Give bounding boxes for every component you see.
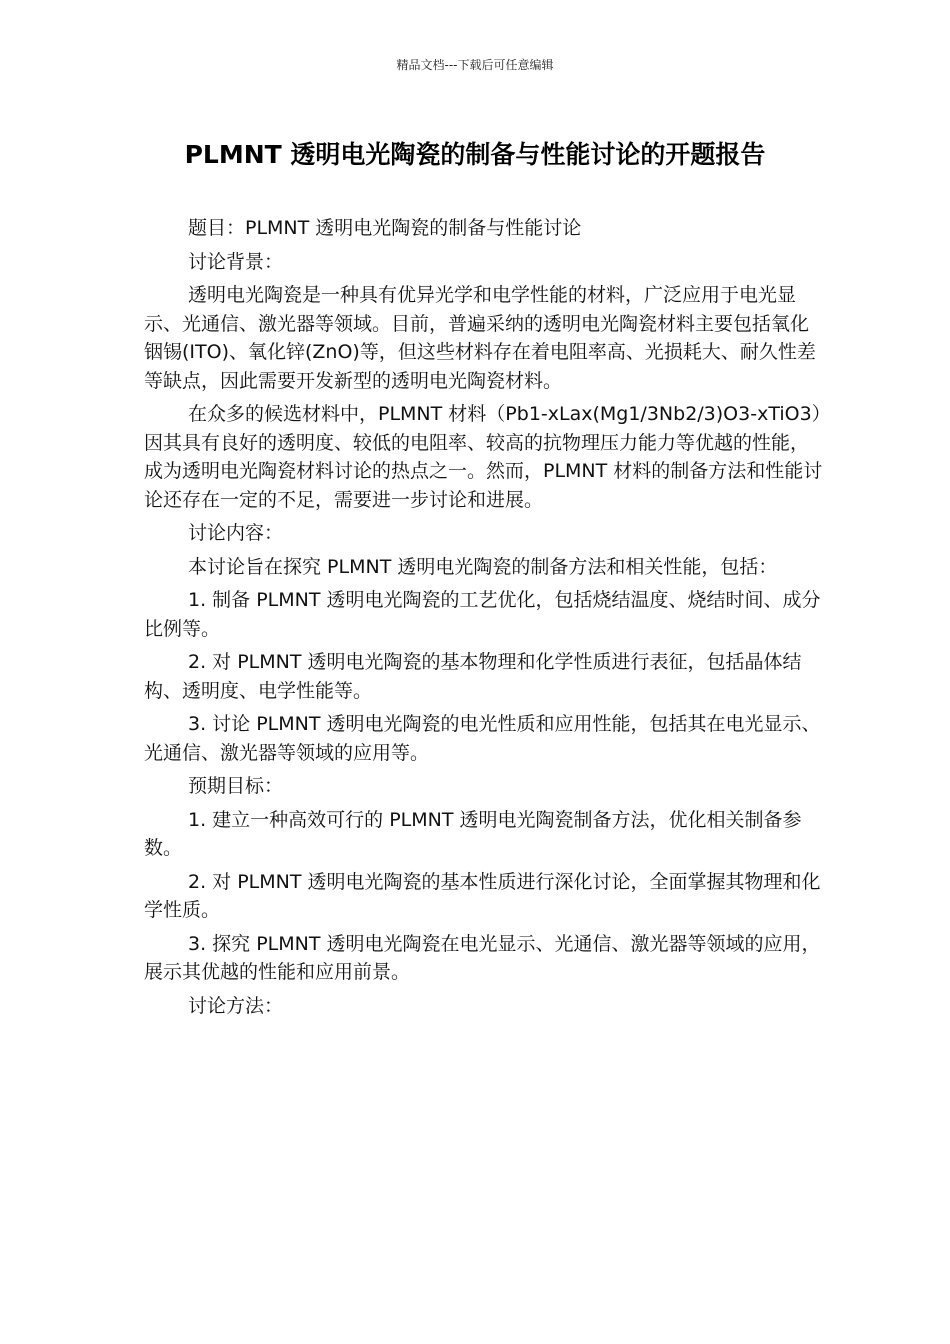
section-heading-methods: 讨论方法： [188, 994, 284, 1017]
content-item-3: 3. 讨论 PLMNT 透明电光陶瓷的电光性质和应用性能，包括其在电光显示、光通信、激光器等领域的应用等。 [144, 713, 821, 764]
content-intro: 本讨论旨在探究 PLMNT 透明电光陶瓷的制备方法和相关性能，包括： [188, 555, 778, 578]
goal-item-3: 3. 探究 PLMNT 透明电光陶瓷在电光显示、光通信、激光器等领域的应用，展示其优越的性能和应用前景。 [144, 932, 821, 983]
background-paragraph-2: 在众多的候选材料中，PLMNT 材料（Pb1-xLax(Mg1/3Nb2/3)O3-xTiO3）因其具有良好的透明度、较低的电阻率、较高的抗物理压力能力等优越的性能，成为透明电光陶瓷材料讨论的热点之一。然而，PLMNT 材料的制备方法和性能讨论还存在一定的不足，需要进一步讨论和进展。 [144, 403, 823, 511]
document-body [144, 214, 824, 1025]
goal-item-1: 1. 建立一种高效可行的 PLMNT 透明电光陶瓷制备方法，优化相关制备参数。 [144, 808, 802, 859]
section-heading-background: 讨论背景： [188, 250, 284, 273]
content-item-2: 2. 对 PLMNT 透明电光陶瓷的基本物理和化学性质进行表征，包括晶体结构、透明度、电学性能等。 [144, 651, 802, 702]
goal-item-2: 2. 对 PLMNT 透明电光陶瓷的基本性质进行深化讨论，全面掌握其物理和化学性质。 [144, 870, 821, 921]
section-heading-goals: 预期目标： [188, 775, 284, 797]
content-item-1: 1. 制备 PLMNT 透明电光陶瓷的工艺优化，包括烧结温度、烧结时间、成分比例等。 [144, 589, 821, 640]
section-heading-content: 讨论内容： [188, 522, 284, 544]
page-header-note: 精品文档---下载后可任意编辑 [396, 58, 554, 72]
document-title: PLMNT 透明电光陶瓷的制备与性能讨论的开题报告 [184, 140, 766, 169]
background-paragraph-1: 透明电光陶瓷是一种具有优异光学和电学性能的材料，广泛应用于电光显示、光通信、激光器等领域。目前，普遍采纳的透明电光陶瓷材料主要包括氧化铟锡(ITO)、氧化锌(ZnO)等，但这些材料存在着电阻率高、光损耗大、耐久性差等缺点，因此需要开发新型的透明电光陶瓷材料。 [144, 284, 816, 392]
topic-line: 题目：PLMNT 透明电光陶瓷的制备与性能讨论 [188, 217, 582, 239]
